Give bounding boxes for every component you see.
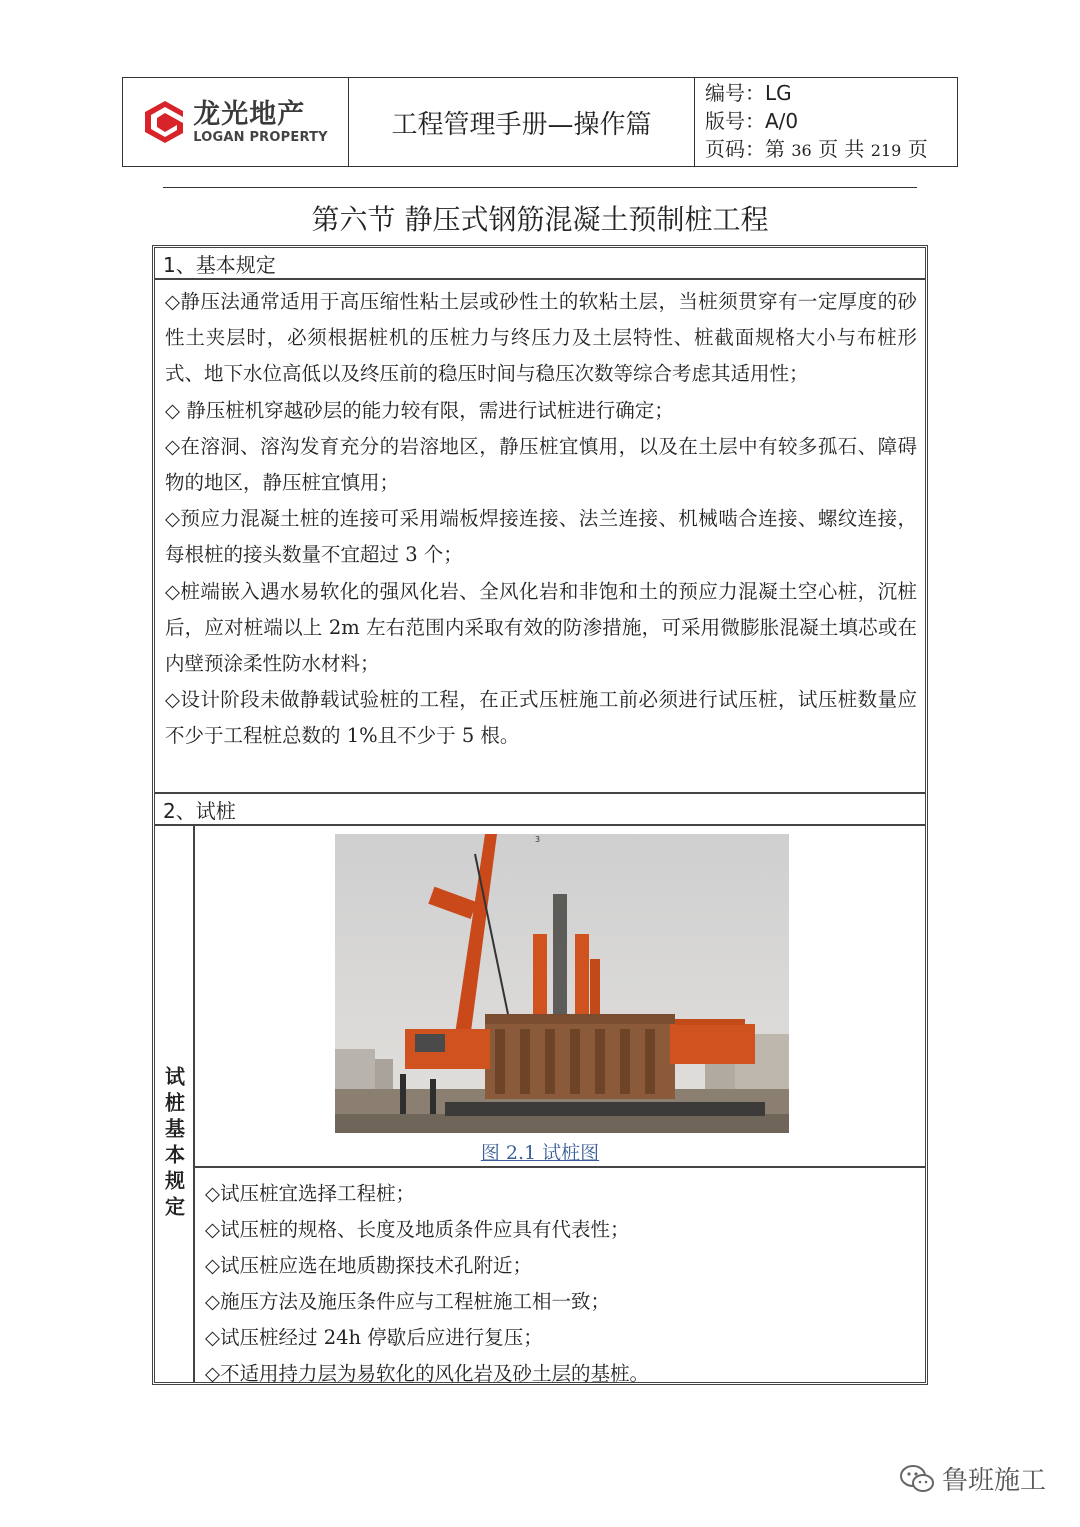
page-total: 219: [870, 141, 902, 160]
document-header: [122, 77, 958, 167]
photo-mark: 3: [535, 835, 541, 844]
side-label: 试桩基本规定: [161, 1066, 186, 1222]
list-item: ◇在溶洞、溶沟发育充分的岩溶地区，静压桩宜慎用，以及在土层中有较多孤石、障碍物的地区，静压桩宜慎用；: [165, 434, 917, 495]
list-item: ◇预应力混凝土桩的连接可采用端板焊接连接、法兰连接、机械啮合连接、螺纹连接，每根桩的接头数量不宜超过 3 个；: [165, 507, 917, 567]
figure-caption: 图 2.1 试桩图: [480, 1142, 600, 1164]
list-item: ◇试压桩应选在地质勘探技术孔附近；: [205, 1254, 532, 1277]
part1-heading: 1、基本规定: [163, 252, 276, 277]
page-current: 36: [791, 141, 812, 160]
list-item: ◇静压法通常适用于高压缩性粘土层或砂性土的软粘土层，当桩须贯穿有一定厚度的砂性土夹层时，必须根据桩机的压桩力与终压力及土层特性、桩截面规格大小与布桩形式、地下水位高低以及终压前的稳压时间与稳压次数等综合考虑其适用性；: [165, 290, 917, 386]
list-item: ◇ 静压桩机穿越砂层的能力较有限，需进行试桩进行确定；: [165, 398, 674, 422]
watermark: [900, 1460, 1046, 1497]
list-item: ◇试压桩宜选择工程桩；: [205, 1182, 415, 1205]
side-label-cell: [155, 826, 195, 1382]
list-item: ◇设计阶段未做静载试验桩的工程，在正式压桩施工前必须进行试压桩，试压桩数量应不少于工程桩总数的 1%且不少于 5 根。: [165, 688, 917, 748]
part2-heading: 2、试桩: [155, 792, 925, 824]
document-version: 版号：A/0: [705, 109, 799, 133]
list-item: ◇桩端嵌入遇水易软化的强风化岩、全风化岩和非饱和土的预应力混凝土空心桩，沉桩后，应对桩端以上 2m 左右范围内采取有效的防渗措施，可采用微膨胀混凝土填芯或在内壁预涂柔性防水材料；: [165, 579, 917, 676]
list-item: ◇试压桩经过 24h 停歇后应进行复压；: [205, 1326, 543, 1349]
logo-english-text: LOGAN PROPERTY: [193, 129, 328, 145]
logo-cell: [123, 78, 349, 166]
list-item: ◇试压桩的规格、长度及地质条件应具有代表性；: [205, 1218, 630, 1241]
list-item: ◇不适用持力层为易软化的风化岩及砂土层的基桩。: [205, 1362, 649, 1385]
header-divider: [163, 187, 917, 188]
document-meta: [695, 78, 957, 166]
logan-logo-icon: [143, 99, 187, 145]
document-code: 编号：LG: [705, 81, 792, 105]
test-pile-photo: [335, 834, 789, 1133]
list-item: ◇施压方法及施压条件应与工程桩施工相一致；: [205, 1290, 610, 1313]
logan-logo: [143, 99, 328, 145]
wechat-icon: [900, 1464, 934, 1494]
page-number: 页码：第 36 页 共 219 页: [705, 137, 928, 161]
part1-body: [155, 278, 925, 792]
logo-chinese-text: 龙光地产: [193, 98, 306, 130]
section-title: 第六节 静压式钢筋混凝土预制桩工程: [311, 203, 769, 236]
content-table: [152, 245, 928, 1385]
part2-list: [195, 1166, 925, 1385]
manual-title: 工程管理手册—操作篇: [349, 78, 695, 166]
part2-body: [155, 824, 925, 1385]
watermark-text: 鲁班施工: [941, 1466, 1046, 1496]
